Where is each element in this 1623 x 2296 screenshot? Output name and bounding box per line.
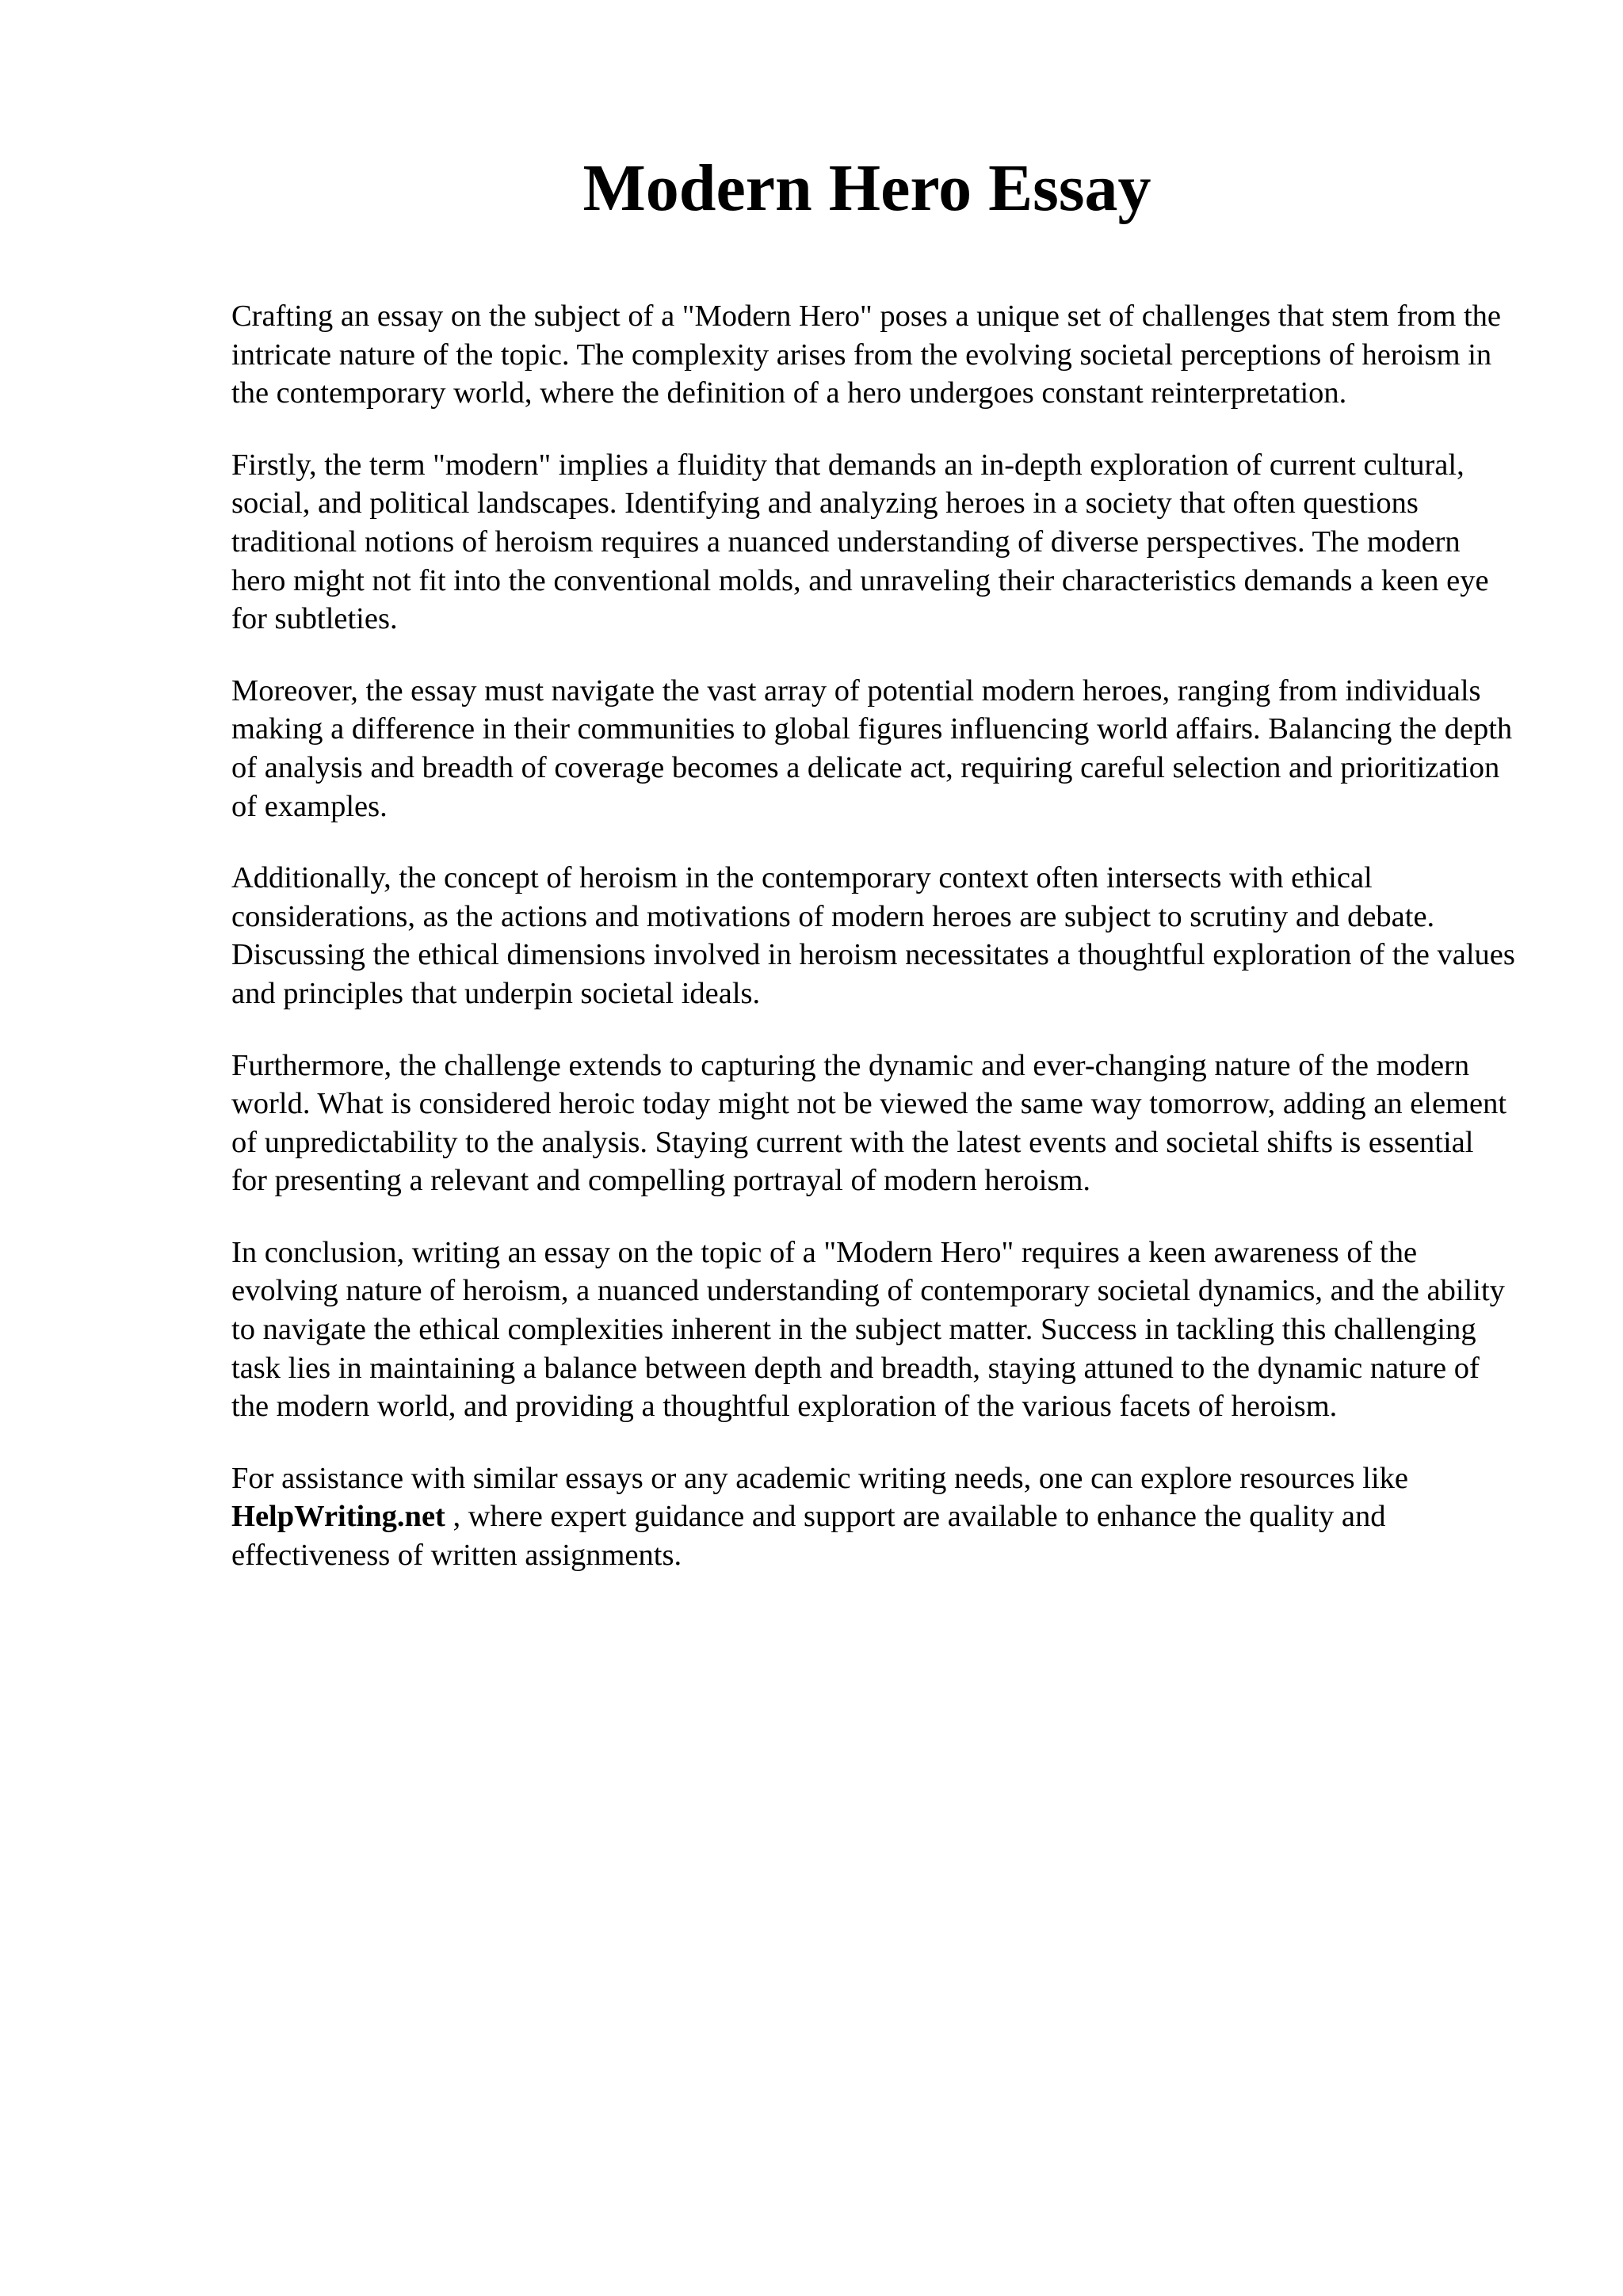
paragraph-furthermore: Furthermore, the challenge extends to capturing the dynamic and ever-changing nature of the modern world. What is considered heroic today might not be viewed the same way tomorrow, adding an element of unpredictability to the analysis. Staying current with the latest events and societal shifts is essential for presenting a relevant and compelling portrayal of modern heroism. xyxy=(231,1048,1507,1198)
paragraph-closing xyxy=(231,1459,1515,1575)
essay-body xyxy=(231,297,1515,1608)
closing-text-after: , where expert guidance and support are available to enhance the quality and effectiveness of written assignments. xyxy=(231,1500,1386,1573)
paragraph-firstly: Firstly, the term "modern" implies a fluidity that demands an in-depth exploration of current cultural, social, and political landscapes. Identifying and analyzing heroes in a society that often questions traditional notions of heroism requires a nuanced understanding of diverse perspectives. The modern hero might not fit into the conventional molds, and unraveling their characteristics demands a keen eye for subtleties. xyxy=(231,448,1489,636)
closing-text-before: For assistance with similar essays or any academic writing needs, one can explore resources like xyxy=(231,1461,1408,1495)
paragraph-intro: Crafting an essay on the subject of a "Modern Hero" poses a unique set of challenges that stem from the intricate nature of the topic. The complexity arises from the evolving societal perceptions of heroism in the contemporary world, where the definition of a hero undergoes constant reinterpretation. xyxy=(231,299,1501,410)
paragraph-conclusion: In conclusion, writing an essay on the topic of a "Modern Hero" requires a keen awareness of the evolving nature of heroism, a nuanced understanding of contemporary societal dynamics, and the ability to navigate the ethical complexities inherent in the subject matter. Success in tackling this challenging task lies in maintaining a balance between depth and breadth, staying attuned to the dynamic nature of the modern world, and providing a thoughtful exploration of the various facets of heroism. xyxy=(231,1235,1505,1424)
paragraph-additionally: Additionally, the concept of heroism in the contemporary context often intersects with ethical considerations, as the actions and motivations of modern heroes are subject to scrutiny and debate. Discussing the ethical dimensions involved in heroism necessitates a thoughtful exploration of the values and principles that underpin societal ideals. xyxy=(231,861,1515,1010)
paragraph-moreover: Moreover, the essay must navigate the vast array of potential modern heroes, ranging from individuals making a difference in their communities to global figures influencing world affairs. Balancing the depth of analysis and breadth of coverage becomes a delicate act, requiring careful selection and prioritization of examples. xyxy=(231,673,1513,823)
helpwriting-brand-link[interactable]: HelpWriting.net xyxy=(231,1500,445,1534)
page-title: Modern Hero Essay xyxy=(582,151,1151,225)
